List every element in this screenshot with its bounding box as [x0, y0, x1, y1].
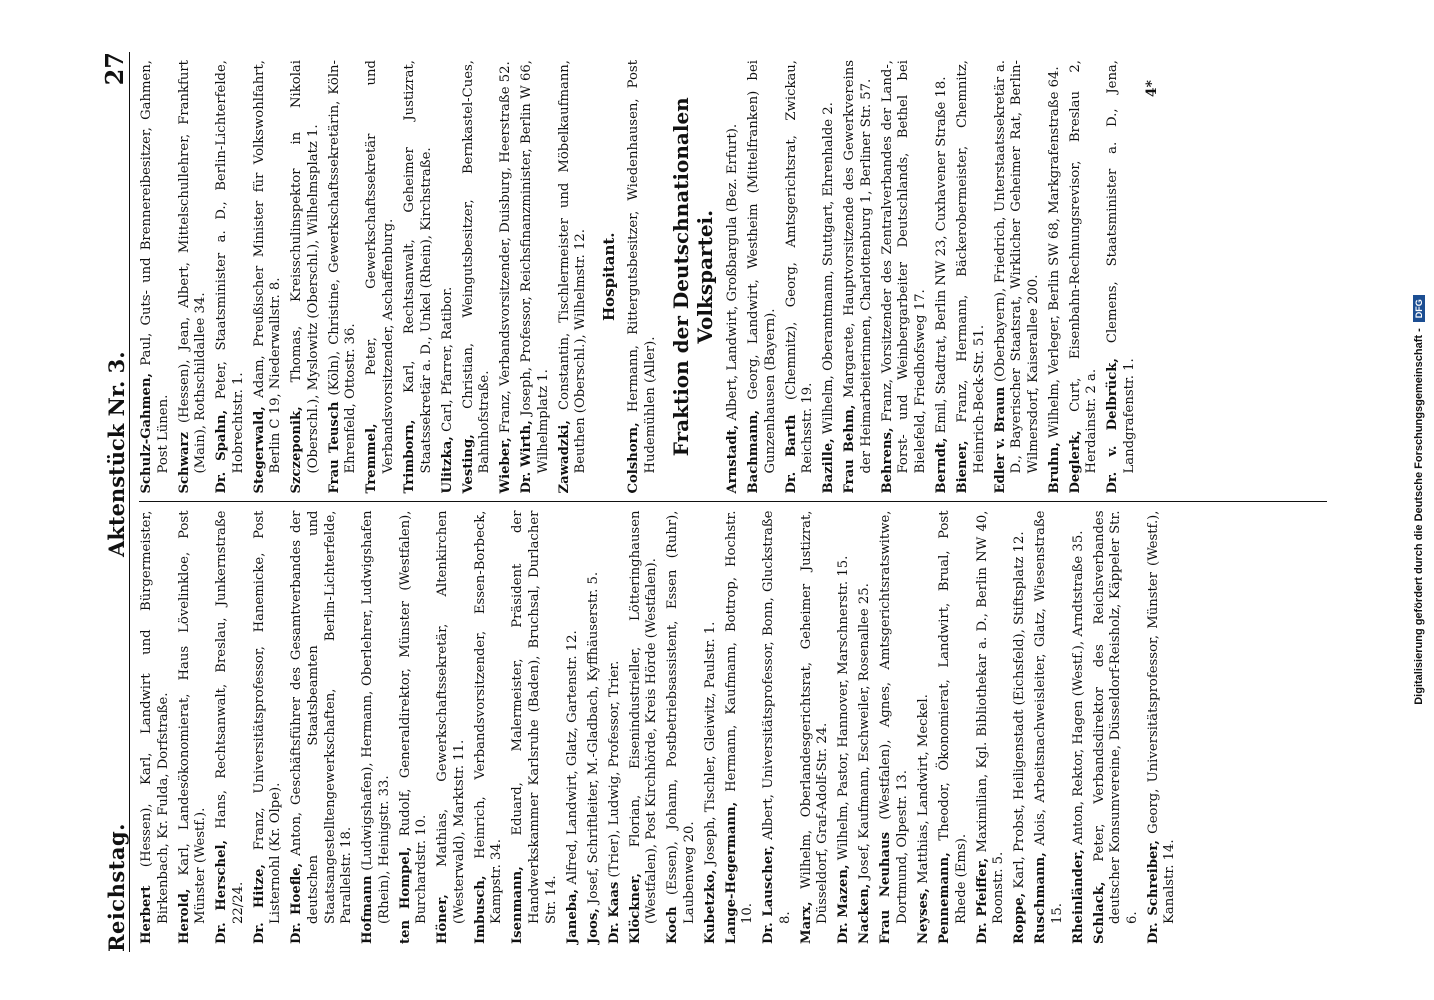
member-details: Peter, Staatsminister a. D., Berlin-Lichterfelde, Hobrechtstr. 1.	[214, 60, 246, 474]
member-entry	[724, 511, 757, 945]
member-entry	[214, 511, 247, 945]
member-entry	[289, 60, 322, 494]
member-details: Wilhelm, Verleger, Berlin SW 68, Markgrafenstraße 64.	[1046, 66, 1062, 438]
member-entry	[510, 511, 560, 945]
member-details: Wilhelm, Oberlandesgerichtsrat, Geheimer Justizrat, Düsseldorf, Graf-Adolf-Str. 24.	[798, 510, 831, 924]
member-details: Karl, Probst, Heiligenstadt (Eichsfeld), Stiftsplatz 12.	[1012, 531, 1028, 889]
member-name: Höner,	[435, 894, 451, 944]
member-entry	[252, 511, 285, 945]
member-entry	[498, 60, 515, 494]
member-name: Isenmann,	[510, 866, 526, 944]
member-name: Dr. Spahn,	[214, 409, 230, 494]
member-name: Klöckner,	[627, 873, 643, 944]
member-name: Kubetzko,	[702, 869, 718, 944]
member-name: Vesting,	[460, 434, 476, 494]
member-details: (Ludwigshafen), Hermann, Oberlehrer, Ludwigshafen (Rhein), Heinigstr. 33.	[360, 510, 392, 924]
member-details: Franz, Verbandsvorsitzender, Duisburg, Heerstraße 52.	[498, 61, 514, 434]
member-details: Franz, Vorsitzender des Zentralverbandes der Land-, Forst- und Weinbergarbeiter Deutschlands, Bethel bei Bielefeld, Friedhofsweg 17.	[879, 60, 929, 474]
member-details: Joseph, Tischler, Gleiwitz, Paulstr. 1.	[702, 621, 718, 866]
member-name: Koch	[665, 906, 681, 944]
member-details: Wilhelm, Oberamtmann, Stuttgart, Ehrenhalde 2.	[821, 102, 837, 435]
member-name: Szczeponik,	[289, 406, 305, 494]
member-details: Thomas, Kreisschulinspektor in Nikolai (Oberschl.), Myslowitz (Oberschl.), Wilhelmsplatz 1.	[289, 60, 321, 474]
member-name: Frau Behm,	[842, 404, 858, 494]
member-name: Janeba,	[564, 888, 580, 944]
header-left-title: Reichstag.	[104, 823, 129, 952]
member-details: Paul, Guts- und Brennereibesitzer, Gahmen, Post Lünen.	[139, 60, 171, 474]
member-entry	[784, 60, 817, 494]
dfg-logo: DFG	[1413, 295, 1425, 322]
right-entries-hospitant	[626, 60, 659, 494]
member-details: Florian, Eisenindustrieller, Lötteringhausen (Westfalen), Post Kirchhörde, Kreis Hörde (Westfalen).	[627, 510, 660, 924]
member-details: Karl, Rechtsanwalt, Geheimer Justizrat, Staatssekretär a. D., Unkel (Rhein), Kirchstraße.	[402, 60, 434, 474]
member-name: Berndt,	[934, 437, 949, 494]
member-name: Behrens,	[879, 427, 895, 494]
member-entry	[177, 60, 210, 494]
page-header	[89, 52, 130, 952]
member-entry	[1068, 60, 1101, 494]
member-entry	[252, 60, 285, 494]
member-details: Alois, Arbeitsnachweisleiter, Glatz, Wiesenstraße 15.	[1033, 510, 1065, 924]
member-name: Imbusch,	[472, 875, 488, 944]
member-entry	[993, 60, 1043, 494]
member-entry	[1146, 511, 1179, 945]
member-name: Roppe,	[1012, 892, 1028, 944]
member-entry	[836, 511, 853, 945]
member-name: Dr. Hitze,	[251, 864, 267, 944]
member-name: Frau Teusch	[326, 401, 342, 494]
member-name: Wieber,	[498, 437, 514, 494]
member-entry	[878, 511, 911, 945]
member-details: Georg, Universitätsprofessor, Münster (Westf.), Kanalstr. 14.	[1145, 510, 1178, 924]
member-entry	[327, 60, 360, 494]
member-details: Hans, Rechtsanwalt, Breslau, Junkernstraße 22/24.	[214, 510, 246, 924]
member-name: Dr. Barth	[783, 414, 799, 494]
member-details: Maximilian, Kgl. Bibliothekar a. D., Berlin NW 40, Roonstr. 5.	[974, 510, 1007, 924]
member-details: (Köln), Christine, Gewerkschaftssekretärin, Köln-Ehrenfeld, Ottostr. 36.	[326, 60, 359, 474]
member-details: Clemens, Staatsminister a. D., Jena, Landgrafenstr. 1.	[1105, 60, 1137, 474]
member-entry	[1047, 60, 1064, 494]
member-details: Joseph, Professor, Reichsfinanzminister, Berlin W 66, Wilhelmplatz 1.	[519, 60, 551, 474]
member-entry	[626, 60, 659, 494]
member-name: Schlack,	[1091, 881, 1107, 944]
member-details: Theodor, Ökonomierat, Landwirt, Brual, Post Rhede (Ems).	[936, 510, 969, 924]
member-details: Franz, Universitätsprofessor, Hanemicke, Post Listernohl (Kr. Olpe).	[251, 510, 284, 924]
member-details: (Oberbayern), Friedrich, Unterstaatssekretär a. D., Bayerischer Staatsrat, Wirklicher Geheimer Rat, Berlin-Wilmersdorf, Kaiserallee 200.	[992, 60, 1041, 474]
columns	[139, 52, 1327, 952]
member-entry	[364, 60, 397, 494]
member-details: Alfred, Landwirt, Glatz, Gartenstr. 12.	[564, 630, 580, 885]
member-entry	[440, 60, 457, 494]
member-details: Rudolf, Generaldirektor, Münster (Westfalen), Burchardstr. 10.	[397, 510, 430, 924]
member-entry	[586, 511, 603, 945]
member-name: Tremmel,	[364, 423, 380, 494]
member-entry	[975, 511, 1008, 945]
member-name: Herbert	[139, 885, 154, 944]
member-name: Dr. Mazen,	[836, 864, 852, 944]
member-name: Dr. v. Delbrück,	[1105, 357, 1121, 494]
member-entry	[1033, 511, 1066, 945]
member-details: (Chemnitz), Georg, Amtsgerichtsrat, Zwickau, Reichsstr. 19.	[783, 60, 816, 474]
member-details: Matthias, Landwirt, Meckel.	[915, 694, 931, 884]
header-center-title: Aktenstück Nr. 3.	[104, 351, 129, 557]
member-details: (Essen), Johann, Postbetriebsassistent, Essen (Ruhr), Laubenweg 20.	[665, 510, 697, 924]
member-name: Dr. Kaas	[606, 881, 622, 944]
member-details: Hermann, Rittergutsbesitzer, Wiedenhausen, Post Hudemühlen (Aller).	[625, 60, 658, 474]
member-name: Edler v. Braun	[992, 386, 1008, 494]
member-details: Wilhelm, Pastor, Hannover, Marschnerstr. 15.	[836, 555, 852, 861]
member-details: Mathias, Gewerkschaftssekretär, Altenkirchen (Westerwald), Marktstr. 11.	[435, 510, 467, 924]
member-details: Peter, Gewerkschaftssekretär und Verbandsvorsitzender, Aschaffenburg.	[364, 60, 397, 474]
member-details: Karl, Landesökonomierat, Haus Lövelinkloe, Post Münster (Westf.).	[176, 510, 209, 924]
member-entry	[360, 511, 393, 945]
member-name: Deglerk,	[1067, 430, 1083, 494]
member-name: Stegerwald,	[251, 406, 267, 494]
member-entry	[1092, 511, 1142, 945]
member-name: Ulitzka,	[439, 436, 455, 494]
member-name: Bachmann,	[746, 409, 762, 494]
left-column	[139, 502, 1327, 953]
signature-mark: 4*	[1144, 80, 1161, 98]
member-entry	[1071, 511, 1088, 945]
member-name: Lange-Hegermann,	[723, 801, 739, 944]
member-entry	[746, 60, 779, 494]
page-number: 27	[100, 52, 129, 86]
member-name: Dr. Herschel,	[214, 839, 230, 944]
member-name: Schwarz	[176, 432, 192, 494]
member-name: Pennemann,	[936, 852, 952, 944]
member-name: Dr. Lauscher,	[761, 845, 777, 944]
member-entry	[461, 60, 494, 494]
member-entry	[937, 511, 970, 945]
section-dnvp: Fraktion der Deutschnationalen Volkspartei.	[669, 97, 718, 457]
member-details: Josef, Schriftleiter, M.-Gladbach, Kyffhäuserstr. 5.	[585, 571, 601, 904]
member-details: Albert, Universitätsprofessor, Bonn, Gluckstraße 8.	[761, 510, 793, 924]
member-name: Zawadzki,	[556, 419, 572, 494]
member-entry	[916, 511, 933, 945]
member-details: Christian, Weingutsbesitzer, Bernkastel-Cues, Bahnhofstraße.	[460, 60, 493, 474]
member-details: Eduard, Malermeister, Präsident der Handwerkskammer Karlsruhe (Baden), Bruchsal, Durlacher Str. 14.	[510, 510, 559, 924]
member-entry	[725, 60, 742, 494]
right-entries-dnvp	[725, 60, 1138, 494]
member-details: (Hessen), Jean, Albert, Mittelschullehrer, Frankfurt (Main), Rothschildallee 34.	[176, 60, 209, 474]
member-details: Anton, Geschäftsführer des Gesamtverbandes der deutschen Staatsbeamten und Staatsangestelltengewerkschaften, Berlin-Lichterfelde, Parallelstr. 18.	[289, 510, 355, 924]
member-name: Herold,	[176, 888, 192, 944]
member-entry	[1012, 511, 1029, 945]
member-entry	[880, 60, 930, 494]
member-details: Peter, Verbandsdirektor des Reichsverbandes deutscher Konsumvereine, Düsseldorf-Reisholz, Käppeler Str. 6.	[1091, 510, 1140, 924]
member-details: Josef, Kaufmann, Eschweiler, Rosenallee 25.	[857, 583, 873, 880]
member-details: Adam, Preußischer Minister für Volkswohlfahrt, Berlin C 19, Niederwallstr. 8.	[251, 60, 284, 474]
right-column	[139, 52, 1327, 502]
member-name: Neyses,	[915, 888, 931, 944]
digitization-note	[1408, 20, 1430, 980]
member-entry	[1105, 60, 1138, 494]
member-name: Trimborn,	[402, 419, 418, 494]
member-entry	[607, 511, 624, 945]
member-entry	[214, 60, 247, 494]
member-entry	[842, 60, 875, 494]
member-name: Arnstadt,	[725, 424, 741, 494]
member-details: Franz, Hermann, Bäckerobermeister, Chemnitz, Heinrich-Beck-Str. 51.	[954, 60, 987, 474]
member-name: Rheinländer,	[1070, 849, 1086, 944]
member-entry	[703, 511, 720, 945]
member-entry	[665, 511, 698, 945]
member-name: ten Hompel,	[397, 846, 413, 944]
member-details: (Westfalen), Agnes, Amtsgerichtsratswitwe, Dortmund, Olpestr. 13.	[878, 510, 910, 924]
member-name: Nacken,	[857, 883, 873, 944]
section-hospitant: Hospitant.	[599, 232, 618, 322]
member-entry	[628, 511, 661, 945]
member-details: Margarete, Hauptvorsitzende des Gewerkvereins der Heimarbeiterinnen, Charlottenburg 1, Berliner Str. 57.	[842, 60, 874, 474]
member-details: Emil, Stadtrat, Berlin NW 23, Cuxhavener Straße 18.	[934, 76, 949, 434]
member-entry	[565, 511, 582, 945]
member-entry	[857, 511, 874, 945]
member-entry	[177, 511, 210, 945]
member-name: Ruschmann,	[1033, 852, 1049, 944]
member-name: Dr. Hoefle,	[289, 862, 305, 944]
member-details: Hermann, Kaufmann, Bottrop, Hochstr. 10.	[723, 510, 756, 924]
member-entry	[557, 60, 590, 494]
member-name: Hofmann	[360, 875, 376, 944]
member-name: Dr. Wirth,	[519, 420, 535, 494]
member-details: (Hessen), Karl, Landwirt und Bürgermeister, Birkenbach, Kr. Fulda, Dorfstraße.	[139, 510, 171, 924]
member-name: Dr. Schreiber,	[1145, 839, 1161, 944]
member-entry	[139, 511, 172, 945]
member-entry	[955, 60, 988, 494]
member-entry	[139, 60, 172, 494]
member-name: Bruhn,	[1046, 442, 1062, 494]
member-details: Heinrich, Verbandsvorsitzender, Essen-Borbeck, Kampstr. 34.	[472, 510, 505, 924]
member-details: (Trier), Ludwig, Professor, Trier.	[606, 660, 622, 878]
member-details: Anton, Rektor, Hagen (Westf.), Arndtstraße 35.	[1070, 530, 1086, 845]
member-entry	[473, 511, 506, 945]
member-details: Albert, Landwirt, Großbargula (Bez. Erfurt).	[725, 123, 741, 421]
member-details: Georg, Landwirt, Westheim (Mittelfranken) bei Gunzenhausen (Bayern).	[746, 60, 778, 474]
member-details: Constantin, Tischlermeister und Möbelkaufmann, Beuthen (Oberschl.), Wilhelmstr. 12.	[556, 60, 589, 474]
member-name: Marx,	[798, 901, 814, 944]
member-name: Biener,	[954, 440, 970, 494]
member-entry	[761, 511, 794, 945]
member-name: Frau Neuhaus	[878, 831, 894, 944]
member-name: Dr. Pfeiffer,	[974, 857, 990, 944]
member-entry	[289, 511, 355, 945]
member-details: Carl, Pfarrer, Ratibor.	[439, 286, 455, 432]
member-entry	[398, 511, 431, 945]
member-name: Schulz-Gahmen,	[139, 372, 154, 494]
member-entry	[519, 60, 552, 494]
right-entries-zentrum	[139, 60, 590, 494]
member-details: Curt, Eisenbahn-Rechnungsrevisor, Breslau 2, Herdainstr. 2 a.	[1067, 60, 1100, 474]
member-entry	[821, 60, 838, 494]
member-entry	[799, 511, 832, 945]
document-page	[67, 20, 1367, 980]
member-entry	[934, 60, 951, 494]
digitization-text: Digitalisierung gefördert durch die Deutsche Forschungsgemeinschaft -	[1413, 328, 1425, 705]
member-entry	[402, 60, 435, 494]
member-name: Bazille,	[821, 438, 837, 494]
member-name: Colshorn,	[625, 422, 641, 494]
member-name: Joos,	[585, 908, 601, 944]
member-entry	[435, 511, 468, 945]
